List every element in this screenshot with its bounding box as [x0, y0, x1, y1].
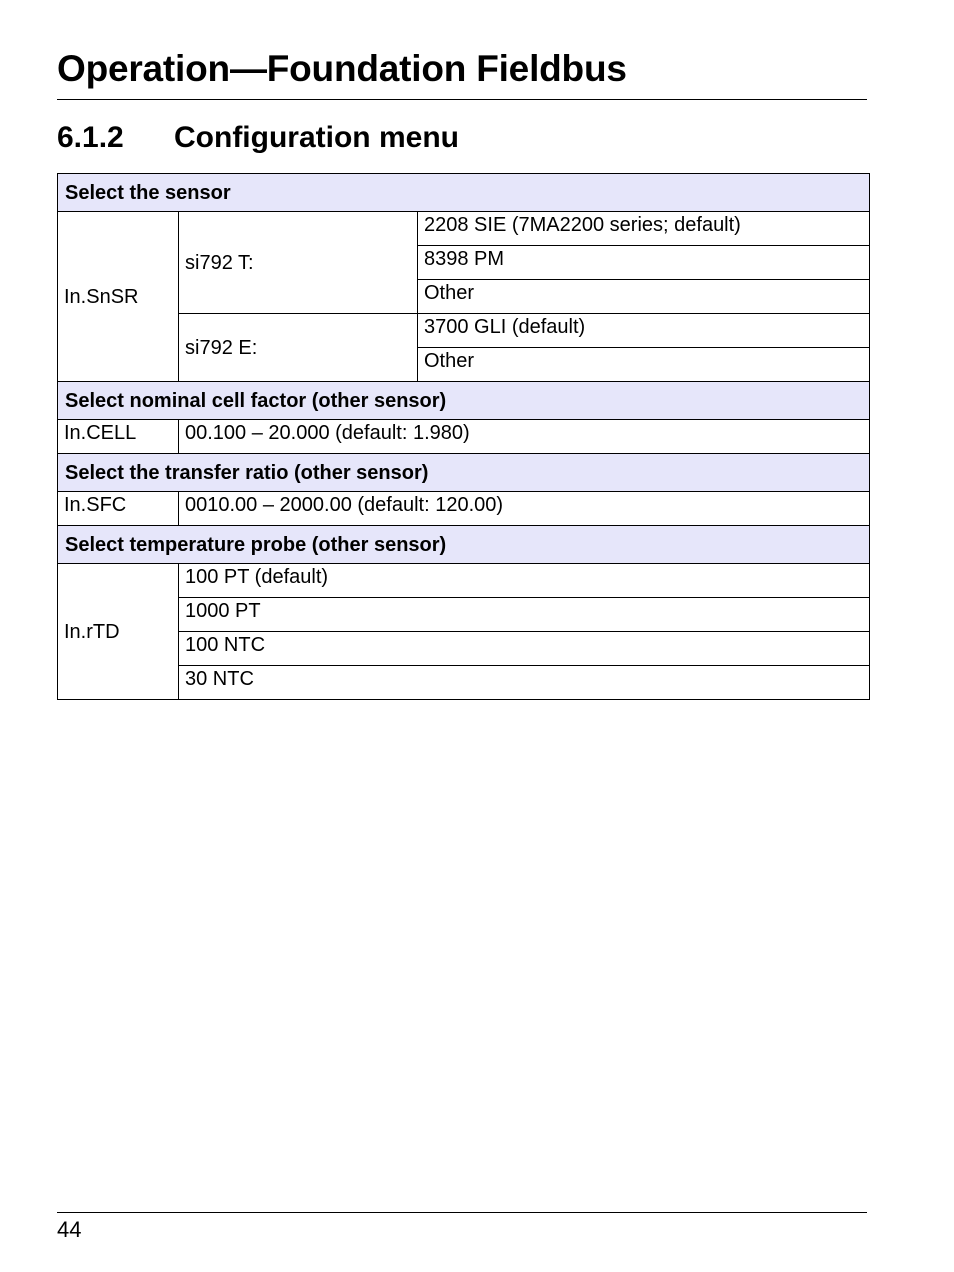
option-value: 2208 SIE (7MA2200 series; default): [418, 212, 870, 246]
table-section-header: [58, 174, 870, 212]
section-title-text: Configuration menu: [174, 121, 459, 154]
param-name: In.rTD: [58, 564, 179, 700]
page-number: 44: [57, 1217, 82, 1242]
option-value: 3700 GLI (default): [418, 314, 870, 348]
table-row: [58, 314, 870, 348]
section-heading-temp-probe: Select temperature probe (other sensor): [58, 526, 870, 564]
sensor-group-label: si792 T:: [179, 212, 418, 314]
table-row: [58, 420, 870, 454]
section-heading-sensor: Select the sensor: [58, 174, 870, 212]
option-value: Other: [418, 280, 870, 314]
sensor-group-label: si792 E:: [179, 314, 418, 382]
param-range: 00.100 – 20.000 (default: 1.980): [179, 420, 870, 454]
section-title: [57, 119, 459, 157]
table-row: [58, 632, 870, 666]
option-value: Other: [418, 348, 870, 382]
footer-divider: [57, 1212, 867, 1213]
table-row: [58, 666, 870, 700]
table-section-header: [58, 526, 870, 564]
param-name: In.SnSR: [58, 212, 179, 382]
option-value: 100 PT (default): [179, 564, 870, 598]
table-row: [58, 564, 870, 598]
param-name: In.CELL: [58, 420, 179, 454]
table-section-header: [58, 454, 870, 492]
table-row: [58, 598, 870, 632]
param-range: 0010.00 – 2000.00 (default: 120.00): [179, 492, 870, 526]
param-name: In.SFC: [58, 492, 179, 526]
section-heading-transfer-ratio: Select the transfer ratio (other sensor): [58, 454, 870, 492]
table-section-header: [58, 382, 870, 420]
table-row: [58, 212, 870, 246]
option-value: 1000 PT: [179, 598, 870, 632]
table-row: [58, 492, 870, 526]
configuration-menu-table: [57, 173, 870, 700]
section-heading-cell-factor: Select nominal cell factor (other sensor): [58, 382, 870, 420]
chapter-title: Operation—Foundation Fieldbus: [57, 48, 627, 89]
section-number: 6.1.2: [57, 121, 124, 154]
option-value: 30 NTC: [179, 666, 870, 700]
option-value: 8398 PM: [418, 246, 870, 280]
header-divider: [57, 99, 867, 100]
option-value: 100 NTC: [179, 632, 870, 666]
